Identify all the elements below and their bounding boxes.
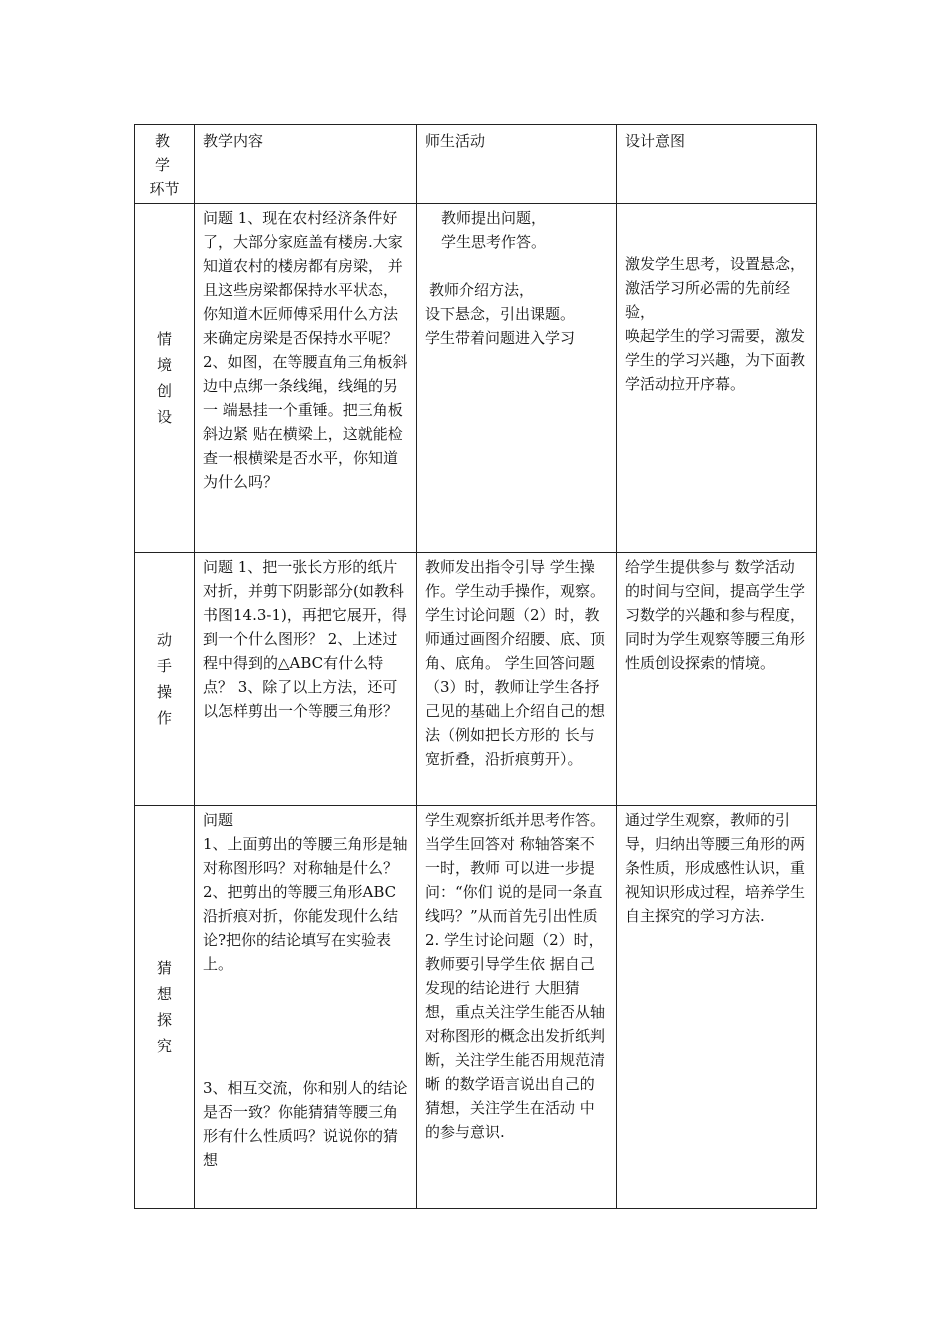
stage-cell xyxy=(135,204,195,553)
content-paragraph: 2、把剪出的等腰三角形ABC 沿折痕对折，你能发现什么结论?把你的结论填写在实验表上。 xyxy=(203,883,399,973)
content-paragraph: 1、上面剪出的等腰三角形是轴对称图形吗？对称轴是什么？ xyxy=(203,835,408,877)
stage-cell xyxy=(135,553,195,806)
header-stage-cell xyxy=(135,125,195,204)
intent-cell: 通过学生观察，教师的引导，归纳出等腰三角形的两条性质，形成感性认识，重视知识形成过程，培养学生自主探究的学习方法. xyxy=(617,806,817,1209)
content-paragraph: 2、如图，在等腰直角三角板斜边中点绑一条线绳，线绳的另一 端悬挂一个重锤。把三角板斜边紧 贴在横梁上，这就能检查一根横梁是否水平，你知道为什么吗？ xyxy=(203,353,408,491)
header-stage-line2: 环节 xyxy=(149,180,180,198)
content-paragraph: 问题 1、现在农村经济条件好了，大部分家庭盖有楼房.大家知道农村的楼房都有房梁， 并且这些房梁都保持水平状态，你知道木匠师傅采用什么方法来确定房梁是否保持水平呢？ xyxy=(203,209,403,347)
intent-line: 唤起学生的学习需要，激发学生的学习兴趣，为下面教学活动拉开序幕。 xyxy=(625,327,806,393)
activity-cell xyxy=(417,204,617,553)
intent-line: 激发学生思考，设置悬念， xyxy=(625,255,806,273)
table-header-row xyxy=(135,125,817,204)
intent-cell xyxy=(617,204,817,553)
intent-line: 激活学习所必需的先前经验， xyxy=(625,279,791,321)
content-cell xyxy=(195,204,417,553)
content-paragraph: 3、相互交流，你和别人的结论是否一致？你能猜猜等腰三角形有什么性质吗？说说你的猜想 xyxy=(203,1079,408,1169)
header-content-cell: 教学内容 xyxy=(195,125,417,204)
table-row xyxy=(135,553,817,806)
activity-line: 学生思考作答。 xyxy=(441,233,547,251)
content-cell: 问题 1、把一张长方形的纸片对折，并剪下阴影部分(如教科书图14.3-1)，再把它展开，得到一个什么图形？ 2、上述过程中得到的△ABC有什么特点？ 3、除了以上方法，还可以怎样剪出一个等腰三角形？ xyxy=(195,553,417,806)
stage-cell xyxy=(135,806,195,1209)
activity-cell: 学生观察折纸并思考作答。当学生回答对 称轴答案不一时，教师 可以进一步提问：“你们 说的是同一条直线吗？”从而首先引出性质 2. 学生讨论问题（2）时，教师要引导学生依 据自己发现的结论进行 大胆猜想，重点关注学生能否从轴对称图形的概念出发折纸判断，关注学生能否用规范清晰 的数学语言说出自己的 猜想，关注学生在活动 中的参与意识. xyxy=(417,806,617,1209)
content-paragraph: 问题 xyxy=(203,811,234,829)
stage-label: 动手操作 xyxy=(156,631,172,727)
activity-line: 设下悬念，引出课题。 xyxy=(425,305,576,323)
stage-label: 情境创设 xyxy=(156,330,172,426)
header-intent-cell: 设计意图 xyxy=(617,125,817,204)
header-stage-line1: 教 学 xyxy=(154,132,174,174)
table-row xyxy=(135,806,817,1209)
header-activity-cell: 师生活动 xyxy=(417,125,617,204)
content-cell xyxy=(195,806,417,1209)
activity-line: 教师提出问题， xyxy=(441,209,547,227)
activity-line: 学生带着问题进入学习 xyxy=(425,329,576,347)
activity-cell: 教师发出指令引导 学生操作。学生动手操作，观察。 学生讨论问题（2）时，教师通过画图介绍腰、底、顶角、底角。 学生回答问题（3）时，教师让学生各抒己见的基础上介绍自己的想法（例如把长方形的 长与宽折叠，沿折痕剪开）。 xyxy=(417,553,617,806)
lesson-plan-table xyxy=(134,124,817,1209)
table-row xyxy=(135,204,817,553)
intent-cell: 给学生提供参与 数学活动的时间与空间，提高学生学习数学的兴趣和参与程度，同时为学生观察等腰三角形性质创设探索的情境。 xyxy=(617,553,817,806)
activity-line: 教师介绍方法， xyxy=(429,281,535,299)
stage-label: 猜想探究 xyxy=(156,959,172,1055)
